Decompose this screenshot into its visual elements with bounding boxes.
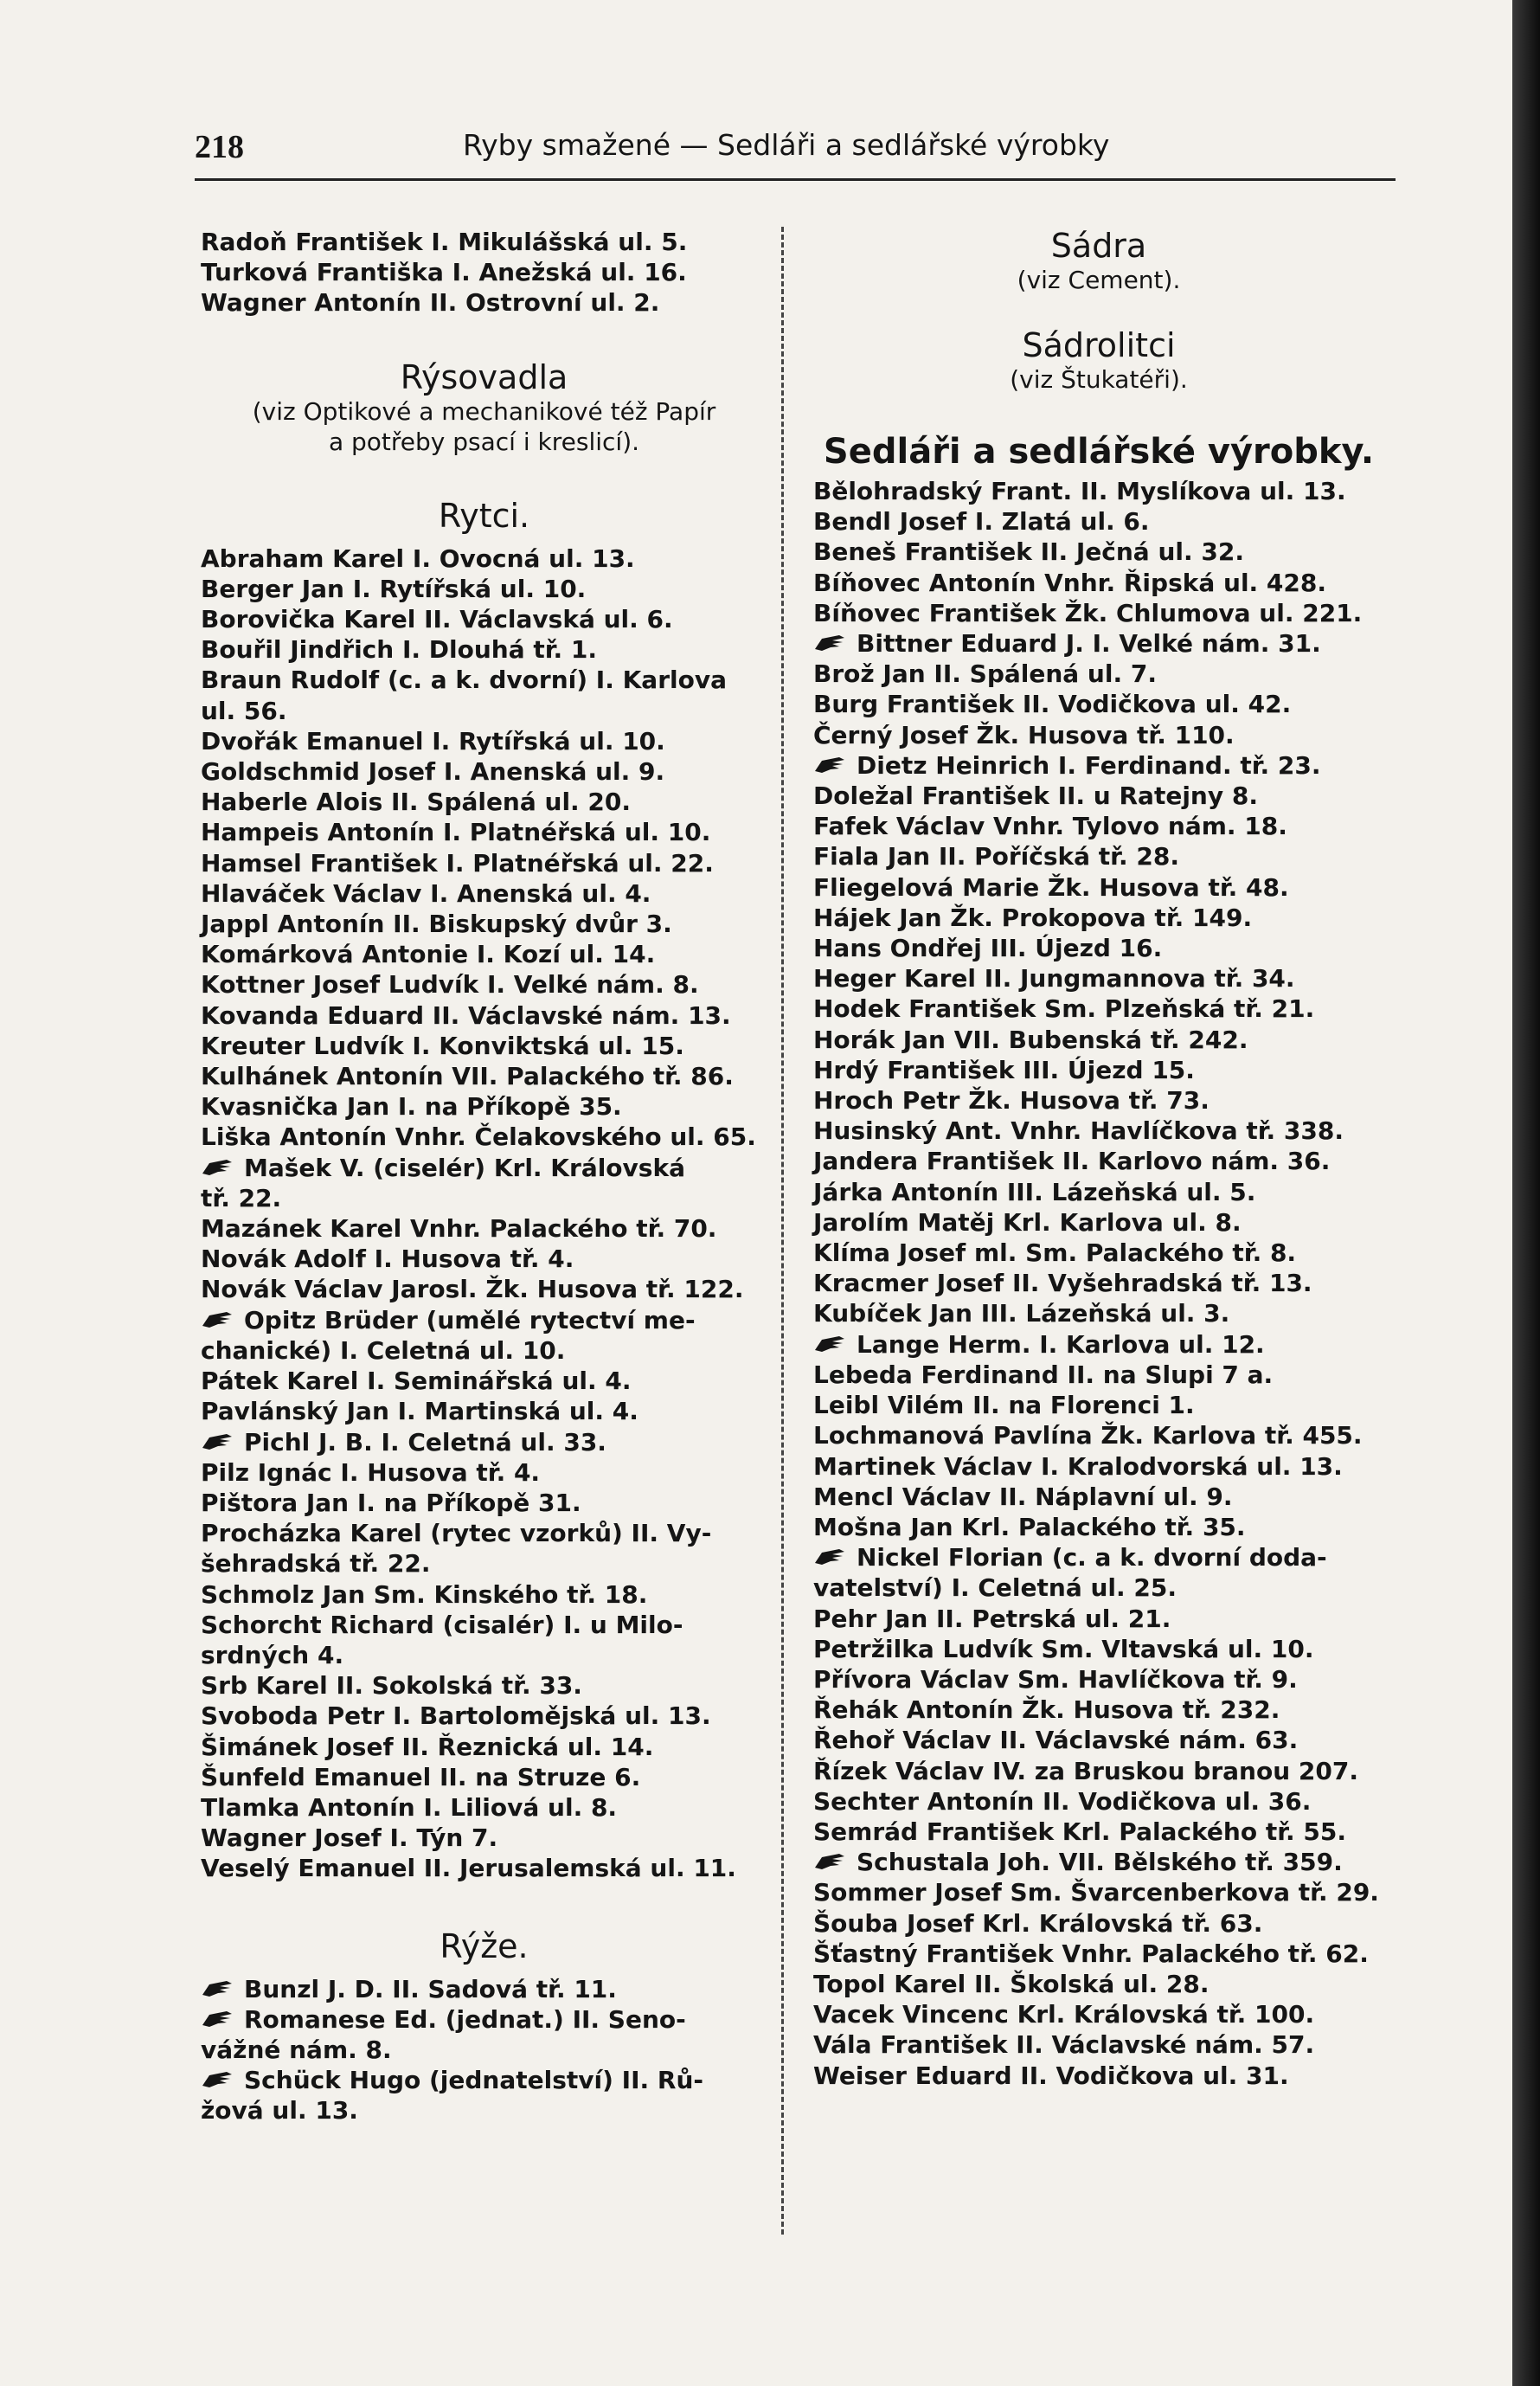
list-item-text: Nickel Florian (c. a k. dvorní doda- bbox=[857, 1543, 1327, 1572]
list-item: Turková Františka I. Anežská ul. 16. bbox=[201, 258, 687, 287]
list-item: Pilz Ignác I. Husova tř. 4. bbox=[201, 1457, 541, 1487]
list-item: Řehák Antonín Žk. Husova tř. 232. bbox=[813, 1695, 1280, 1725]
list-item-continuation: vatelství) I. Celetná ul. 25. bbox=[813, 1573, 1177, 1603]
list-item bbox=[813, 1329, 1384, 1360]
list-item: Šťastný František Vnhr. Palackého tř. 62. bbox=[813, 1939, 1369, 1968]
list-item: Komárková Antonie I. Kozí ul. 14. bbox=[201, 940, 656, 969]
list-item-text: Bunzl J. D. II. Sadová tř. 11. bbox=[244, 1974, 617, 2003]
pointing-hand-icon bbox=[201, 2008, 235, 2030]
list-item: Pátek Karel I. Seminářská ul. 4. bbox=[201, 1367, 632, 1396]
pointing-hand-icon bbox=[813, 1546, 848, 1568]
list-item: Bíňovec František Žk. Chlumova ul. 221. bbox=[813, 598, 1363, 627]
list-item: Hamsel František I. Platnéřská ul. 22. bbox=[201, 848, 714, 878]
cross-reference: a potřeby psací i kreslicí). bbox=[328, 427, 640, 456]
list-item: Kovanda Eduard II. Václavské nám. 13. bbox=[201, 1000, 731, 1030]
list-item-continuation: tř. 22. bbox=[201, 1183, 282, 1212]
list-item: Kvasnička Jan I. na Příkopě 35. bbox=[201, 1092, 622, 1122]
list-item: Semrád František Krl. Palackého tř. 55. bbox=[813, 1817, 1347, 1846]
list-item: Sommer Josef Sm. Švarcenberkova tř. 29. bbox=[813, 1878, 1379, 1907]
list-item: Fafek Václav Vnhr. Tylovo nám. 18. bbox=[813, 812, 1287, 841]
page-number: 218 bbox=[195, 129, 244, 165]
list-item: Schorcht Richard (cisalér) I. u Milo- bbox=[201, 1610, 683, 1639]
list-item: Doležal František II. u Ratejny 8. bbox=[813, 781, 1258, 811]
list-item: Srb Karel II. Sokolská tř. 33. bbox=[201, 1671, 582, 1701]
left-column bbox=[201, 227, 767, 2126]
pointing-hand-icon bbox=[201, 2068, 235, 2091]
list-item: Berger Jan I. Rytířská ul. 10. bbox=[201, 574, 587, 603]
pointing-hand-icon bbox=[201, 1156, 235, 1179]
list-item: Martinek Václav I. Kralodvorská ul. 13. bbox=[813, 1451, 1343, 1481]
cross-reference: (viz Optikové a mechanikové též Papír bbox=[252, 396, 716, 426]
list-item-text: Mašek V. (ciselér) Krl. Královská bbox=[244, 1153, 685, 1182]
list-item bbox=[813, 1542, 1384, 1572]
list-item bbox=[201, 1305, 767, 1335]
list-item-continuation: chanické) I. Celetná ul. 10. bbox=[201, 1335, 566, 1365]
list-item: Leibl Vilém II. na Florenci 1. bbox=[813, 1391, 1195, 1420]
list-item: Petržilka Ludvík Sm. Vltavská ul. 10. bbox=[813, 1634, 1314, 1663]
list-item: Černý Josef Žk. Husova tř. 110. bbox=[813, 720, 1235, 749]
list-item: Fliegelová Marie Žk. Husova tř. 48. bbox=[813, 872, 1289, 902]
list-item-text: Bittner Eduard J. I. Velké nám. 31. bbox=[857, 629, 1321, 659]
list-item: Kreuter Ludvík I. Konviktská ul. 15. bbox=[201, 1031, 684, 1060]
list-item-text: Dietz Heinrich I. Ferdinand. tř. 23. bbox=[857, 750, 1321, 780]
list-item: Bouřil Jindřich I. Dlouhá tř. 1. bbox=[201, 635, 598, 665]
list-item bbox=[201, 1427, 767, 1457]
page-edge-shadow bbox=[1512, 0, 1540, 2386]
list-item: Weiser Eduard II. Vodičkova ul. 31. bbox=[813, 2061, 1289, 2090]
list-item: Liška Antonín Vnhr. Čelakovského ul. 65. bbox=[201, 1122, 756, 1152]
list-item: Hampeis Antonín I. Platnéřská ul. 10. bbox=[201, 818, 711, 847]
cross-reference: (viz Štukatéři). bbox=[1010, 365, 1188, 394]
pointing-hand-icon bbox=[813, 632, 848, 654]
list-item bbox=[201, 1153, 767, 1183]
right-column bbox=[813, 227, 1384, 2091]
list-item: Topol Karel II. Školská ul. 28. bbox=[813, 1969, 1210, 1998]
column-divider bbox=[781, 227, 784, 2235]
list-item: Fiala Jan II. Poříčská tř. 28. bbox=[813, 842, 1179, 871]
list-item: Wagner Antonín II. Ostrovní ul. 2. bbox=[201, 288, 660, 318]
pointing-hand-icon bbox=[813, 1333, 848, 1355]
section-heading-rytci: Rytci. bbox=[438, 496, 530, 535]
list-item: Husinský Ant. Vnhr. Havlíčkova tř. 338. bbox=[813, 1116, 1344, 1146]
list-item bbox=[201, 1974, 767, 2004]
list-item-continuation: srdných 4. bbox=[201, 1640, 344, 1669]
list-item: Mošna Jan Krl. Palackého tř. 35. bbox=[813, 1512, 1246, 1541]
list-item-text: Pichl J. B. I. Celetná ul. 33. bbox=[244, 1427, 606, 1457]
cross-reference: (viz Cement). bbox=[1017, 266, 1181, 294]
list-item: Jappl Antonín II. Biskupský dvůr 3. bbox=[201, 910, 672, 939]
list-item: Pehr Jan II. Petrská ul. 21. bbox=[813, 1604, 1171, 1633]
pointing-hand-icon bbox=[813, 1850, 848, 1873]
list-item: Hájek Jan Žk. Prokopova tř. 149. bbox=[813, 903, 1253, 932]
list-item: Tlamka Antonín I. Liliová ul. 8. bbox=[201, 1792, 618, 1822]
list-item: Brož Jan II. Spálená ul. 7. bbox=[813, 659, 1157, 689]
pointing-hand-icon bbox=[201, 1978, 235, 2000]
running-title: Ryby smažené — Sedláři a sedlářské výrobky bbox=[463, 128, 1110, 162]
list-item: Hodek František Sm. Plzeňská tř. 21. bbox=[813, 994, 1315, 1024]
page-header bbox=[195, 128, 1389, 171]
section-heading-ryze: Rýže. bbox=[440, 1926, 529, 1965]
pointing-hand-icon bbox=[201, 1431, 235, 1453]
list-item bbox=[813, 1847, 1384, 1877]
list-item: Heger Karel II. Jungmannova tř. 34. bbox=[813, 964, 1295, 994]
list-item-continuation: šehradská tř. 22. bbox=[201, 1549, 431, 1579]
section-heading-sadra: Sádra bbox=[1050, 227, 1147, 265]
list-item: Novák Adolf I. Husova tř. 4. bbox=[201, 1244, 574, 1274]
list-item-text: Schück Hugo (jednatelství) II. Rů- bbox=[244, 2066, 704, 2095]
list-item: Wagner Josef I. Týn 7. bbox=[201, 1823, 498, 1853]
pointing-hand-icon bbox=[201, 1309, 235, 1331]
pointing-hand-icon bbox=[813, 754, 848, 776]
list-item: Hans Ondřej III. Újezd 16. bbox=[813, 934, 1163, 963]
list-item: Braun Rudolf (c. a k. dvorní) I. Karlova bbox=[201, 666, 727, 695]
list-item: Hroch Petr Žk. Husova tř. 73. bbox=[813, 1086, 1210, 1116]
list-item: Jandera František II. Karlovo nám. 36. bbox=[813, 1147, 1331, 1176]
list-item: Lebeda Ferdinand II. na Slupi 7 a. bbox=[813, 1360, 1274, 1389]
list-item: Radoň František I. Mikulášská ul. 5. bbox=[201, 228, 688, 256]
list-item: Schmolz Jan Sm. Kinského tř. 18. bbox=[201, 1579, 648, 1609]
list-item: Horák Jan VII. Bubenská tř. 242. bbox=[813, 1025, 1248, 1054]
list-item: Mencl Václav II. Náplavní ul. 9. bbox=[813, 1482, 1233, 1511]
list-item: Řehoř Václav II. Václavské nám. 63. bbox=[813, 1726, 1299, 1755]
list-item: Kulhánek Antonín VII. Palackého tř. 86. bbox=[201, 1062, 734, 1091]
list-item: Klíma Josef ml. Sm. Palackého tř. 8. bbox=[813, 1238, 1297, 1268]
list-item: Vála František II. Václavské nám. 57. bbox=[813, 2030, 1315, 2060]
list-item-text: Opitz Brüder (umělé rytectví me- bbox=[244, 1305, 696, 1334]
list-item: Procházka Karel (rytec vzorků) II. Vy- bbox=[201, 1519, 712, 1548]
list-item: Dvořák Emanuel I. Rytířská ul. 10. bbox=[201, 726, 665, 756]
list-item bbox=[813, 628, 1384, 659]
list-item: Bendl Josef I. Zlatá ul. 6. bbox=[813, 507, 1150, 537]
header-rule bbox=[195, 178, 1396, 181]
list-item: Járka Antonín III. Lázeňská ul. 5. bbox=[813, 1177, 1256, 1206]
list-item: Kubíček Jan III. Lázeňská ul. 3. bbox=[813, 1299, 1230, 1328]
section-heading-sadrolitci: Sádrolitci bbox=[1022, 326, 1176, 364]
list-item: Vacek Vincenc Krl. Královská tř. 100. bbox=[813, 2000, 1315, 2029]
list-item: Hrdý František III. Újezd 15. bbox=[813, 1055, 1195, 1084]
list-item: Pavlánský Jan I. Martinská ul. 4. bbox=[201, 1397, 638, 1426]
list-item: Kracmer Josef II. Vyšehradská tř. 13. bbox=[813, 1269, 1312, 1298]
list-item: Kottner Josef Ludvík I. Velké nám. 8. bbox=[201, 970, 699, 1000]
list-item bbox=[201, 2065, 767, 2095]
list-item: Svoboda Petr I. Bartolomějská ul. 13. bbox=[201, 1701, 711, 1731]
list-item-continuation: ul. 56. bbox=[201, 696, 287, 725]
list-item-continuation: vážné nám. 8. bbox=[201, 2035, 392, 2064]
list-item-continuation: žová ul. 13. bbox=[201, 2096, 358, 2126]
list-item: Haberle Alois II. Spálená ul. 20. bbox=[201, 788, 632, 817]
list-item: Řízek Václav IV. za Bruskou branou 207. bbox=[813, 1756, 1358, 1785]
list-item: Borovička Karel II. Václavská ul. 6. bbox=[201, 605, 673, 634]
list-item-text: Lange Herm. I. Karlova ul. 12. bbox=[857, 1329, 1265, 1359]
list-item-text: Schustala Joh. VII. Bělského tř. 359. bbox=[857, 1848, 1343, 1877]
list-item: Bíňovec Antonín Vnhr. Řipská ul. 428. bbox=[813, 568, 1327, 597]
list-item: Goldschmid Josef I. Anenská ul. 9. bbox=[201, 757, 665, 787]
list-item bbox=[201, 2004, 767, 2035]
list-item: Burg František II. Vodičkova ul. 42. bbox=[813, 690, 1292, 719]
list-item: Abraham Karel I. Ovocná ul. 13. bbox=[201, 543, 635, 573]
list-item-text: Romanese Ed. (jednat.) II. Seno- bbox=[244, 2004, 686, 2034]
list-item: Šimánek Josef II. Řeznická ul. 14. bbox=[201, 1732, 654, 1761]
list-item: Mazánek Karel Vnhr. Palackého tř. 70. bbox=[201, 1214, 717, 1244]
list-item: Šunfeld Emanuel II. na Struze 6. bbox=[201, 1762, 641, 1791]
list-item bbox=[813, 750, 1384, 781]
section-heading-sedlari: Sedláři a sedlářské výrobky. bbox=[823, 432, 1375, 472]
list-item: Sechter Antonín II. Vodičkova ul. 36. bbox=[813, 1786, 1312, 1816]
list-item: Veselý Emanuel II. Jerusalemská ul. 11. bbox=[201, 1854, 736, 1883]
section-heading-rysovadla: Rýsovadla bbox=[400, 357, 568, 396]
list-item: Novák Václav Jarosl. Žk. Husova tř. 122. bbox=[201, 1275, 744, 1304]
list-item: Pištora Jan I. na Příkopě 31. bbox=[201, 1488, 581, 1517]
list-item: Hlaváček Václav I. Anenská ul. 4. bbox=[201, 878, 651, 908]
list-item: Přívora Václav Sm. Havlíčkova tř. 9. bbox=[813, 1664, 1298, 1694]
list-item: Jarolím Matěj Krl. Karlova ul. 8. bbox=[813, 1207, 1242, 1237]
list-item: Lochmanová Pavlína Žk. Karlova tř. 455. bbox=[813, 1421, 1363, 1450]
list-item: Šouba Josef Krl. Královská tř. 63. bbox=[813, 1908, 1263, 1938]
list-item: Bělohradský Frant. II. Myslíkova ul. 13. bbox=[813, 477, 1346, 505]
list-item: Beneš František II. Ječná ul. 32. bbox=[813, 537, 1244, 567]
